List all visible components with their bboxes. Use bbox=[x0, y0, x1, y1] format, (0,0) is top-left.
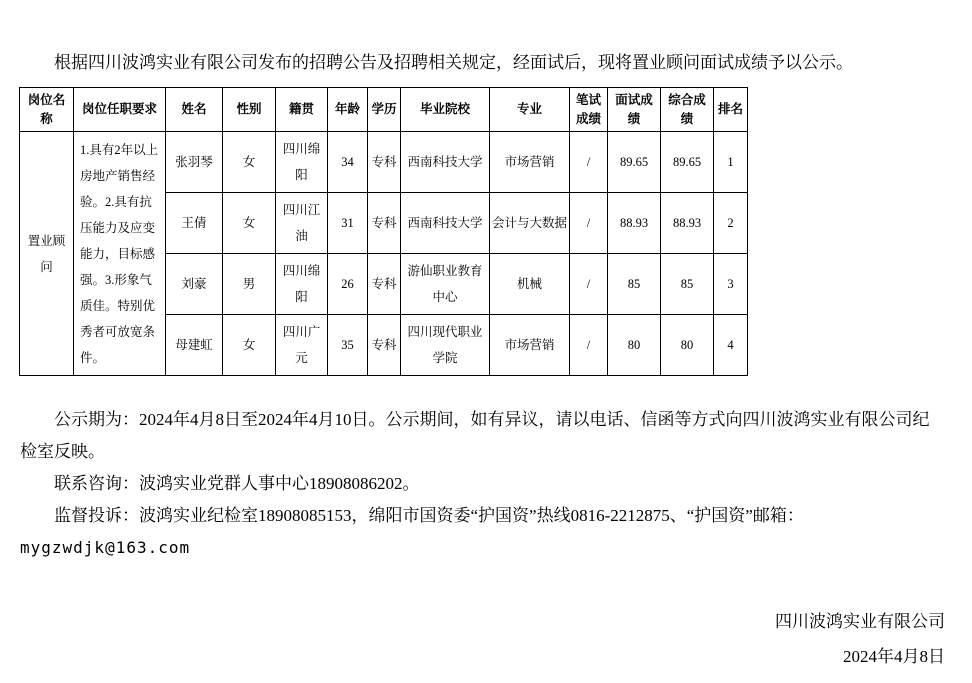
company-name: 四川波鸿实业有限公司 bbox=[775, 612, 945, 631]
cell-name: 张羽琴 bbox=[166, 132, 223, 193]
cell-total-score: 80 bbox=[661, 315, 714, 376]
cell-major: 机械 bbox=[490, 254, 570, 315]
cell-total-score: 89.65 bbox=[661, 132, 714, 193]
supervision-email: mygzwdjk@163.com bbox=[20, 538, 191, 557]
cell-total-score: 88.93 bbox=[661, 193, 714, 254]
header-gender: 性别 bbox=[223, 88, 276, 132]
cell-interview-score: 85 bbox=[608, 254, 661, 315]
cell-name: 母建虹 bbox=[166, 315, 223, 376]
cell-hometown: 四川绵阳 bbox=[276, 254, 328, 315]
cell-education: 专科 bbox=[368, 254, 401, 315]
cell-hometown: 四川江油 bbox=[276, 193, 328, 254]
cell-rank: 3 bbox=[714, 254, 748, 315]
cell-written-score: / bbox=[570, 315, 608, 376]
table-header-row bbox=[20, 88, 748, 132]
header-education: 学历 bbox=[368, 88, 401, 132]
header-written-score: 笔试成绩 bbox=[570, 88, 608, 132]
intro-paragraph: 根据四川波鸿实业有限公司发布的招聘公告及招聘相关规定，经面试后，现将置业顾问面试成绩予以公示。 bbox=[54, 53, 853, 72]
supervision-line: 监督投诉：波鸿实业纪检室18908085153，绵阳市国资委“护国资”热线0816-2212875、“护国资”邮箱： bbox=[54, 506, 804, 525]
cell-school: 西南科技大学 bbox=[401, 193, 490, 254]
cell-education: 专科 bbox=[368, 315, 401, 376]
table-row bbox=[20, 132, 748, 193]
cell-age: 31 bbox=[328, 193, 368, 254]
cell-hometown: 四川绵阳 bbox=[276, 132, 328, 193]
cell-age: 35 bbox=[328, 315, 368, 376]
cell-education: 专科 bbox=[368, 193, 401, 254]
cell-major: 市场营销 bbox=[490, 132, 570, 193]
cell-gender: 男 bbox=[223, 254, 276, 315]
cell-total-score: 85 bbox=[661, 254, 714, 315]
cell-school: 四川现代职业学院 bbox=[401, 315, 490, 376]
cell-education: 专科 bbox=[368, 132, 401, 193]
cell-major: 会计与大数据 bbox=[490, 193, 570, 254]
header-interview-score: 面试成绩 bbox=[608, 88, 661, 132]
cell-name: 刘豪 bbox=[166, 254, 223, 315]
contact-line: 联系咨询：波鸿实业党群人事中心18908086202。 bbox=[54, 474, 420, 493]
publicity-period-line-1: 公示期为：2024年4月8日至2024年4月10日。公示期间，如有异议，请以电话、信函等方式向四川波鸿实业有限公司纪 bbox=[54, 410, 930, 429]
cell-gender: 女 bbox=[223, 132, 276, 193]
cell-interview-score: 80 bbox=[608, 315, 661, 376]
publicity-period-line-2: 检室反映。 bbox=[20, 442, 105, 461]
header-position-name: 岗位名称 bbox=[20, 88, 74, 132]
signature-date: 2024年4月8日 bbox=[843, 647, 945, 666]
cell-major: 市场营销 bbox=[490, 315, 570, 376]
cell-school: 西南科技大学 bbox=[401, 132, 490, 193]
interview-score-table bbox=[19, 87, 748, 376]
cell-gender: 女 bbox=[223, 193, 276, 254]
cell-age: 34 bbox=[328, 132, 368, 193]
header-major: 专业 bbox=[490, 88, 570, 132]
cell-written-score: / bbox=[570, 193, 608, 254]
cell-written-score: / bbox=[570, 132, 608, 193]
cell-rank: 2 bbox=[714, 193, 748, 254]
header-total-score: 综合成绩 bbox=[661, 88, 714, 132]
notice-section bbox=[20, 404, 948, 564]
signature-block bbox=[775, 604, 945, 674]
cell-rank: 4 bbox=[714, 315, 748, 376]
cell-school: 游仙职业教育中心 bbox=[401, 254, 490, 315]
header-age: 年龄 bbox=[328, 88, 368, 132]
cell-written-score: / bbox=[570, 254, 608, 315]
cell-name: 王倩 bbox=[166, 193, 223, 254]
cell-rank: 1 bbox=[714, 132, 748, 193]
cell-interview-score: 88.93 bbox=[608, 193, 661, 254]
cell-gender: 女 bbox=[223, 315, 276, 376]
cell-requirements: 1.具有2年以上房地产销售经验。2.具有抗压能力及应变能力，目标感强。3.形象气质佳。特别优秀者可放宽条件。 bbox=[74, 132, 166, 376]
cell-age: 26 bbox=[328, 254, 368, 315]
header-name: 姓名 bbox=[166, 88, 223, 132]
header-rank: 排名 bbox=[714, 88, 748, 132]
cell-hometown: 四川广元 bbox=[276, 315, 328, 376]
header-hometown: 籍贯 bbox=[276, 88, 328, 132]
header-school: 毕业院校 bbox=[401, 88, 490, 132]
cell-interview-score: 89.65 bbox=[608, 132, 661, 193]
cell-position-name: 置业顾问 bbox=[20, 132, 74, 376]
header-requirements: 岗位任职要求 bbox=[74, 88, 166, 132]
